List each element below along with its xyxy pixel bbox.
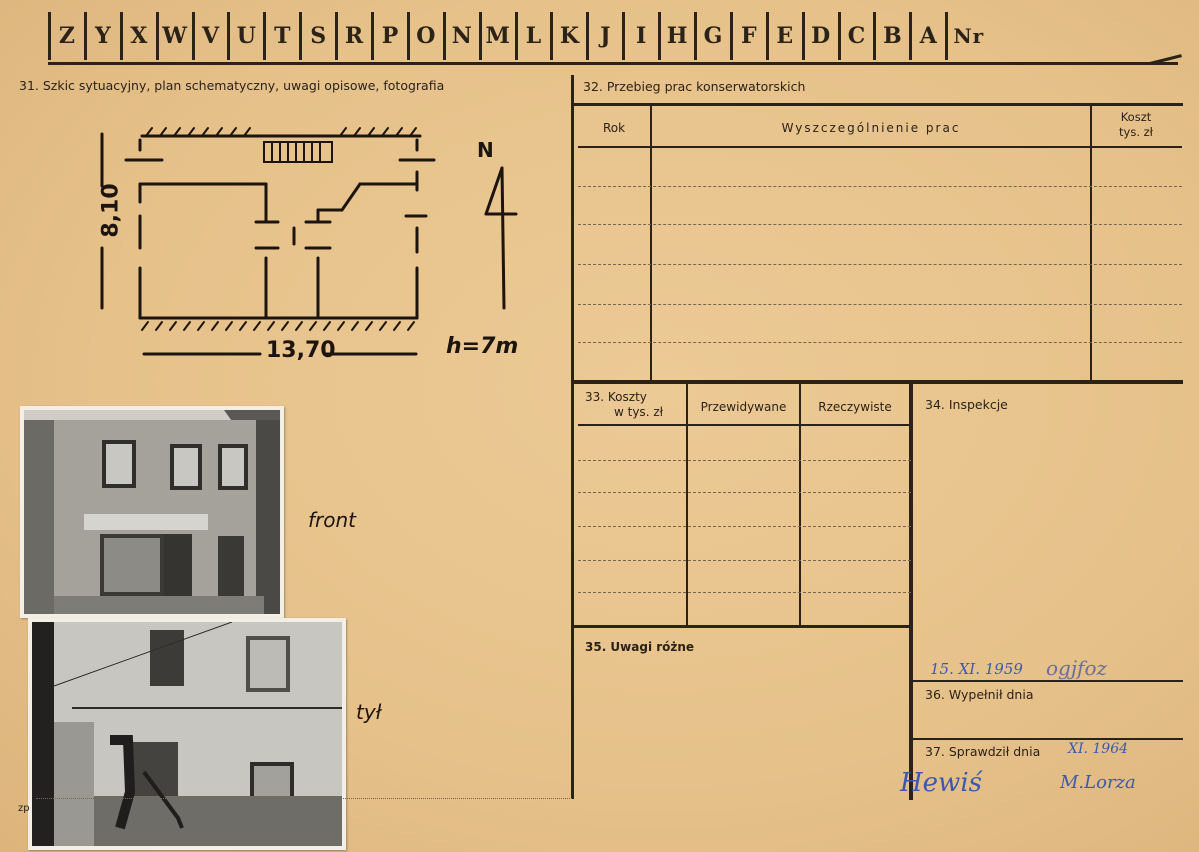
section37-signature-2: M.Lorza <box>1060 772 1136 793</box>
section33-row <box>578 560 911 561</box>
letter-cell: M <box>479 12 515 60</box>
photo-back-caption: tył <box>356 700 382 724</box>
section31-bottom-dotted <box>36 798 572 799</box>
photo-back <box>28 618 346 850</box>
section32-col-cost-2: tys. zł <box>1119 125 1153 139</box>
letter-cell: Z <box>48 12 84 60</box>
section32-row <box>578 264 1182 265</box>
letter-cell: A <box>909 12 945 60</box>
letter-cell: W <box>156 12 192 60</box>
letter-cell: Y <box>84 12 120 60</box>
letter-cell: F <box>730 12 766 60</box>
letter-cell: X <box>120 12 156 60</box>
section32-row <box>578 342 1182 343</box>
section32-row <box>578 304 1182 305</box>
letter-cell: J <box>586 12 622 60</box>
section33-header-rule <box>578 424 911 426</box>
letter-cell: H <box>658 12 694 60</box>
section37-label: 37. Sprawdził dnia <box>925 744 1041 759</box>
section33-row <box>578 460 911 461</box>
letter-cell: V <box>192 12 228 60</box>
section36-rule <box>911 680 1183 682</box>
photo-back-image <box>32 622 342 846</box>
section32-row <box>578 186 1182 187</box>
letter-cell: K <box>550 12 586 60</box>
letter-cell: D <box>802 12 838 60</box>
section33-col-divider-1 <box>686 384 688 625</box>
letter-cell: I <box>622 12 658 60</box>
letter-cell: O <box>407 12 443 60</box>
section35-top-rule <box>571 625 911 628</box>
letter-cell: C <box>838 12 874 60</box>
section36-signature: ogjfoz <box>1046 656 1108 680</box>
section32-bottom-rule <box>571 380 1183 384</box>
section37-signature-1: Hewiś <box>900 768 982 798</box>
section33-row <box>578 526 911 527</box>
letter-cell: T <box>263 12 299 60</box>
width-dimension: 13,70 <box>266 338 336 363</box>
header-rule <box>48 62 1178 65</box>
letter-cell: L <box>515 12 551 60</box>
section33-col-actual: Rzeczywiste <box>818 400 892 414</box>
section34-label: 34. Inspekcje <box>925 397 1008 412</box>
letter-cell: N <box>443 12 479 60</box>
letter-cell: G <box>694 12 730 60</box>
section33-label-1: 33. Koszty <box>585 390 647 404</box>
letter-cell: E <box>766 12 802 60</box>
footer-mark: zp <box>18 803 30 814</box>
section36-date: 15. XI. 1959 <box>930 660 1023 678</box>
section33-label-2: w tys. zł <box>614 405 664 419</box>
section33-col-divider-2 <box>799 384 801 625</box>
section32-header-rule <box>578 146 1182 148</box>
section35-label: 35. Uwagi różne <box>585 640 695 654</box>
section37-rule <box>911 738 1183 740</box>
photo-front <box>20 406 284 618</box>
main-divider <box>571 75 574 799</box>
nr-cell: Nr <box>945 12 989 60</box>
section37-date: XI. 1964 <box>1068 741 1129 757</box>
letter-index-strip <box>48 12 989 62</box>
section34-divider <box>909 380 913 800</box>
section32-col-desc: Wyszczególnienie prac <box>781 121 961 135</box>
section33-row <box>578 592 911 593</box>
letter-cell: U <box>227 12 263 60</box>
north-label: N <box>477 138 494 162</box>
photo-front-caption: front <box>308 508 357 532</box>
depth-dimension: 8,10 <box>98 183 124 238</box>
section33-row <box>578 492 911 493</box>
section31-label: 31. Szkic sytuacyjny, plan schematyczny, uwagi opisowe, fotografia <box>19 78 445 93</box>
section33-col-planned: Przewidywane <box>700 400 787 414</box>
letter-cell: S <box>299 12 335 60</box>
letter-cell: P <box>371 12 407 60</box>
letter-cell: R <box>335 12 371 60</box>
section32-col-cost-1: Koszt <box>1120 110 1152 124</box>
section36-label: 36. Wypełnił dnia <box>925 687 1034 702</box>
height-note: h=7m <box>446 334 519 359</box>
section32-col-year: Rok <box>602 121 626 135</box>
section32-row <box>578 224 1182 225</box>
section32-label: 32. Przebieg prac konserwatorskich <box>583 79 806 94</box>
photo-front-image <box>24 410 280 614</box>
letter-cell: B <box>873 12 909 60</box>
